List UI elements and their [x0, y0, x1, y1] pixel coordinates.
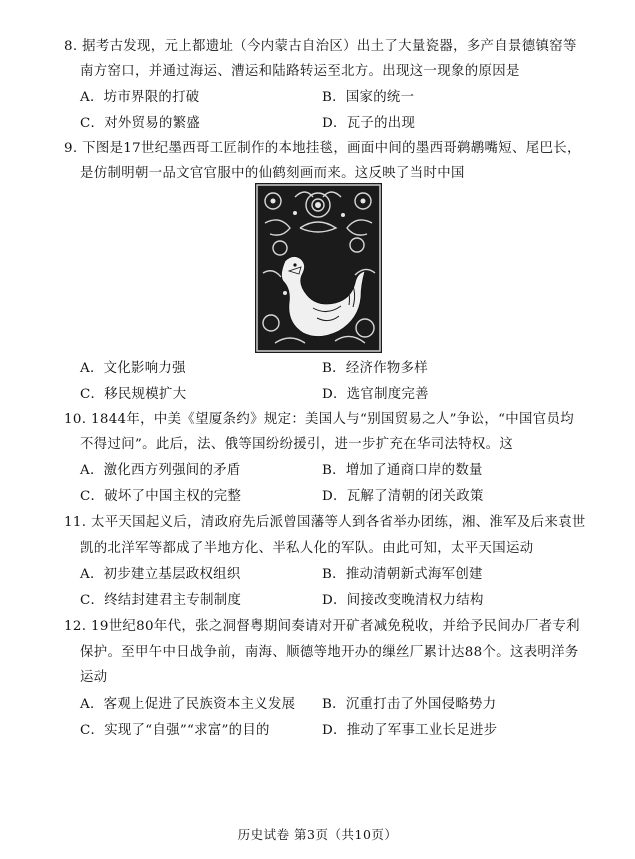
- question-10-option-c: C．破坏了中国主权的完整: [80, 489, 242, 504]
- question-11-option-b: B．推动清朝新式海军创建: [322, 567, 483, 582]
- question-11-option-a: A．初步建立基层政权组织: [80, 567, 241, 582]
- question-12-line-1: 12. 19世纪80年代，张之洞督粤期间奏请对开矿者减免税收，并给予民间办厂者专利: [64, 619, 580, 634]
- question-8-option-a: A．坊市界限的打破: [80, 90, 200, 105]
- question-11-option-d: D．间接改变晚清权力结构: [322, 593, 484, 608]
- question-8-option-c: C．对外贸易的繁盛: [80, 116, 201, 131]
- question-10-option-a: A．激化西方列强间的矛盾: [80, 463, 241, 478]
- question-8-option-d: D．瓦子的出现: [322, 116, 416, 131]
- question-10-line-1: 10. 1844年，中美《望厦条约》规定：美国人与“别国贸易之人”争讼，“中国官员均: [64, 412, 574, 427]
- question-11-line-2: 凯的北洋军等都成了半地方化、半私人化的军队。由此可知，太平天国运动: [80, 541, 534, 556]
- question-12-option-b: B．沉重打击了外国侵略势力: [322, 697, 497, 712]
- pelican-tapestry-image: [255, 183, 382, 353]
- page-footer: 历史试卷 第3页（共10页）: [237, 827, 398, 842]
- question-12-option-d: D．推动了军事工业长足进步: [322, 723, 498, 738]
- question-9-option-c: C．移民规模扩大: [80, 387, 187, 402]
- question-12-line-3: 运动: [80, 670, 108, 685]
- question-9-option-d: D．选官制度完善: [322, 387, 429, 402]
- question-11-option-c: C．终结封建君主专制制度: [80, 593, 242, 608]
- question-12-line-2: 保护。至甲午中日战争前，南海、顺德等地开办的缫丝厂累计达88个。这表明洋务: [80, 645, 579, 660]
- question-8-option-b: B．国家的统一: [322, 90, 415, 105]
- question-11-line-1: 11. 太平天国起义后，清政府先后派曾国藩等人到各省举办团练，湘、淮军及后来袁世: [64, 515, 586, 530]
- question-12-option-c: C．实现了“自强”“求富”的目的: [80, 723, 270, 738]
- question-10-option-d: D．瓦解了清朝的闭关政策: [322, 489, 484, 504]
- question-10-option-b: B．增加了通商口岸的数量: [322, 463, 483, 478]
- question-12-option-a: A．客观上促进了民族资本主义发展: [80, 697, 296, 712]
- question-9-option-a: A．文化影响力强: [80, 361, 186, 376]
- question-9-option-b: B．经济作物多样: [322, 361, 428, 376]
- question-9-line-1: 9. 下图是17世纪墨西哥工匠制作的本地挂毯，画面中间的墨西哥鹈鹕嘴短、尾巴长，: [64, 141, 581, 156]
- question-9-line-2: 是仿制明朝一品文官官服中的仙鹤刻画而来。这反映了当时中国: [80, 166, 465, 181]
- question-10-line-2: 不得过问”。此后，法、俄等国纷纷援引，进一步扩充在华司法特权。这: [80, 437, 514, 452]
- question-8-line-1: 8. 据考古发现，元上都遗址（今内蒙古自治区）出土了大量瓷器，多产自景德镇窑等: [64, 39, 577, 54]
- tapestry-figure: [255, 183, 382, 353]
- question-8-line-2: 南方窑口，并通过海运、漕运和陆路转运至北方。出现这一现象的原因是: [80, 64, 520, 79]
